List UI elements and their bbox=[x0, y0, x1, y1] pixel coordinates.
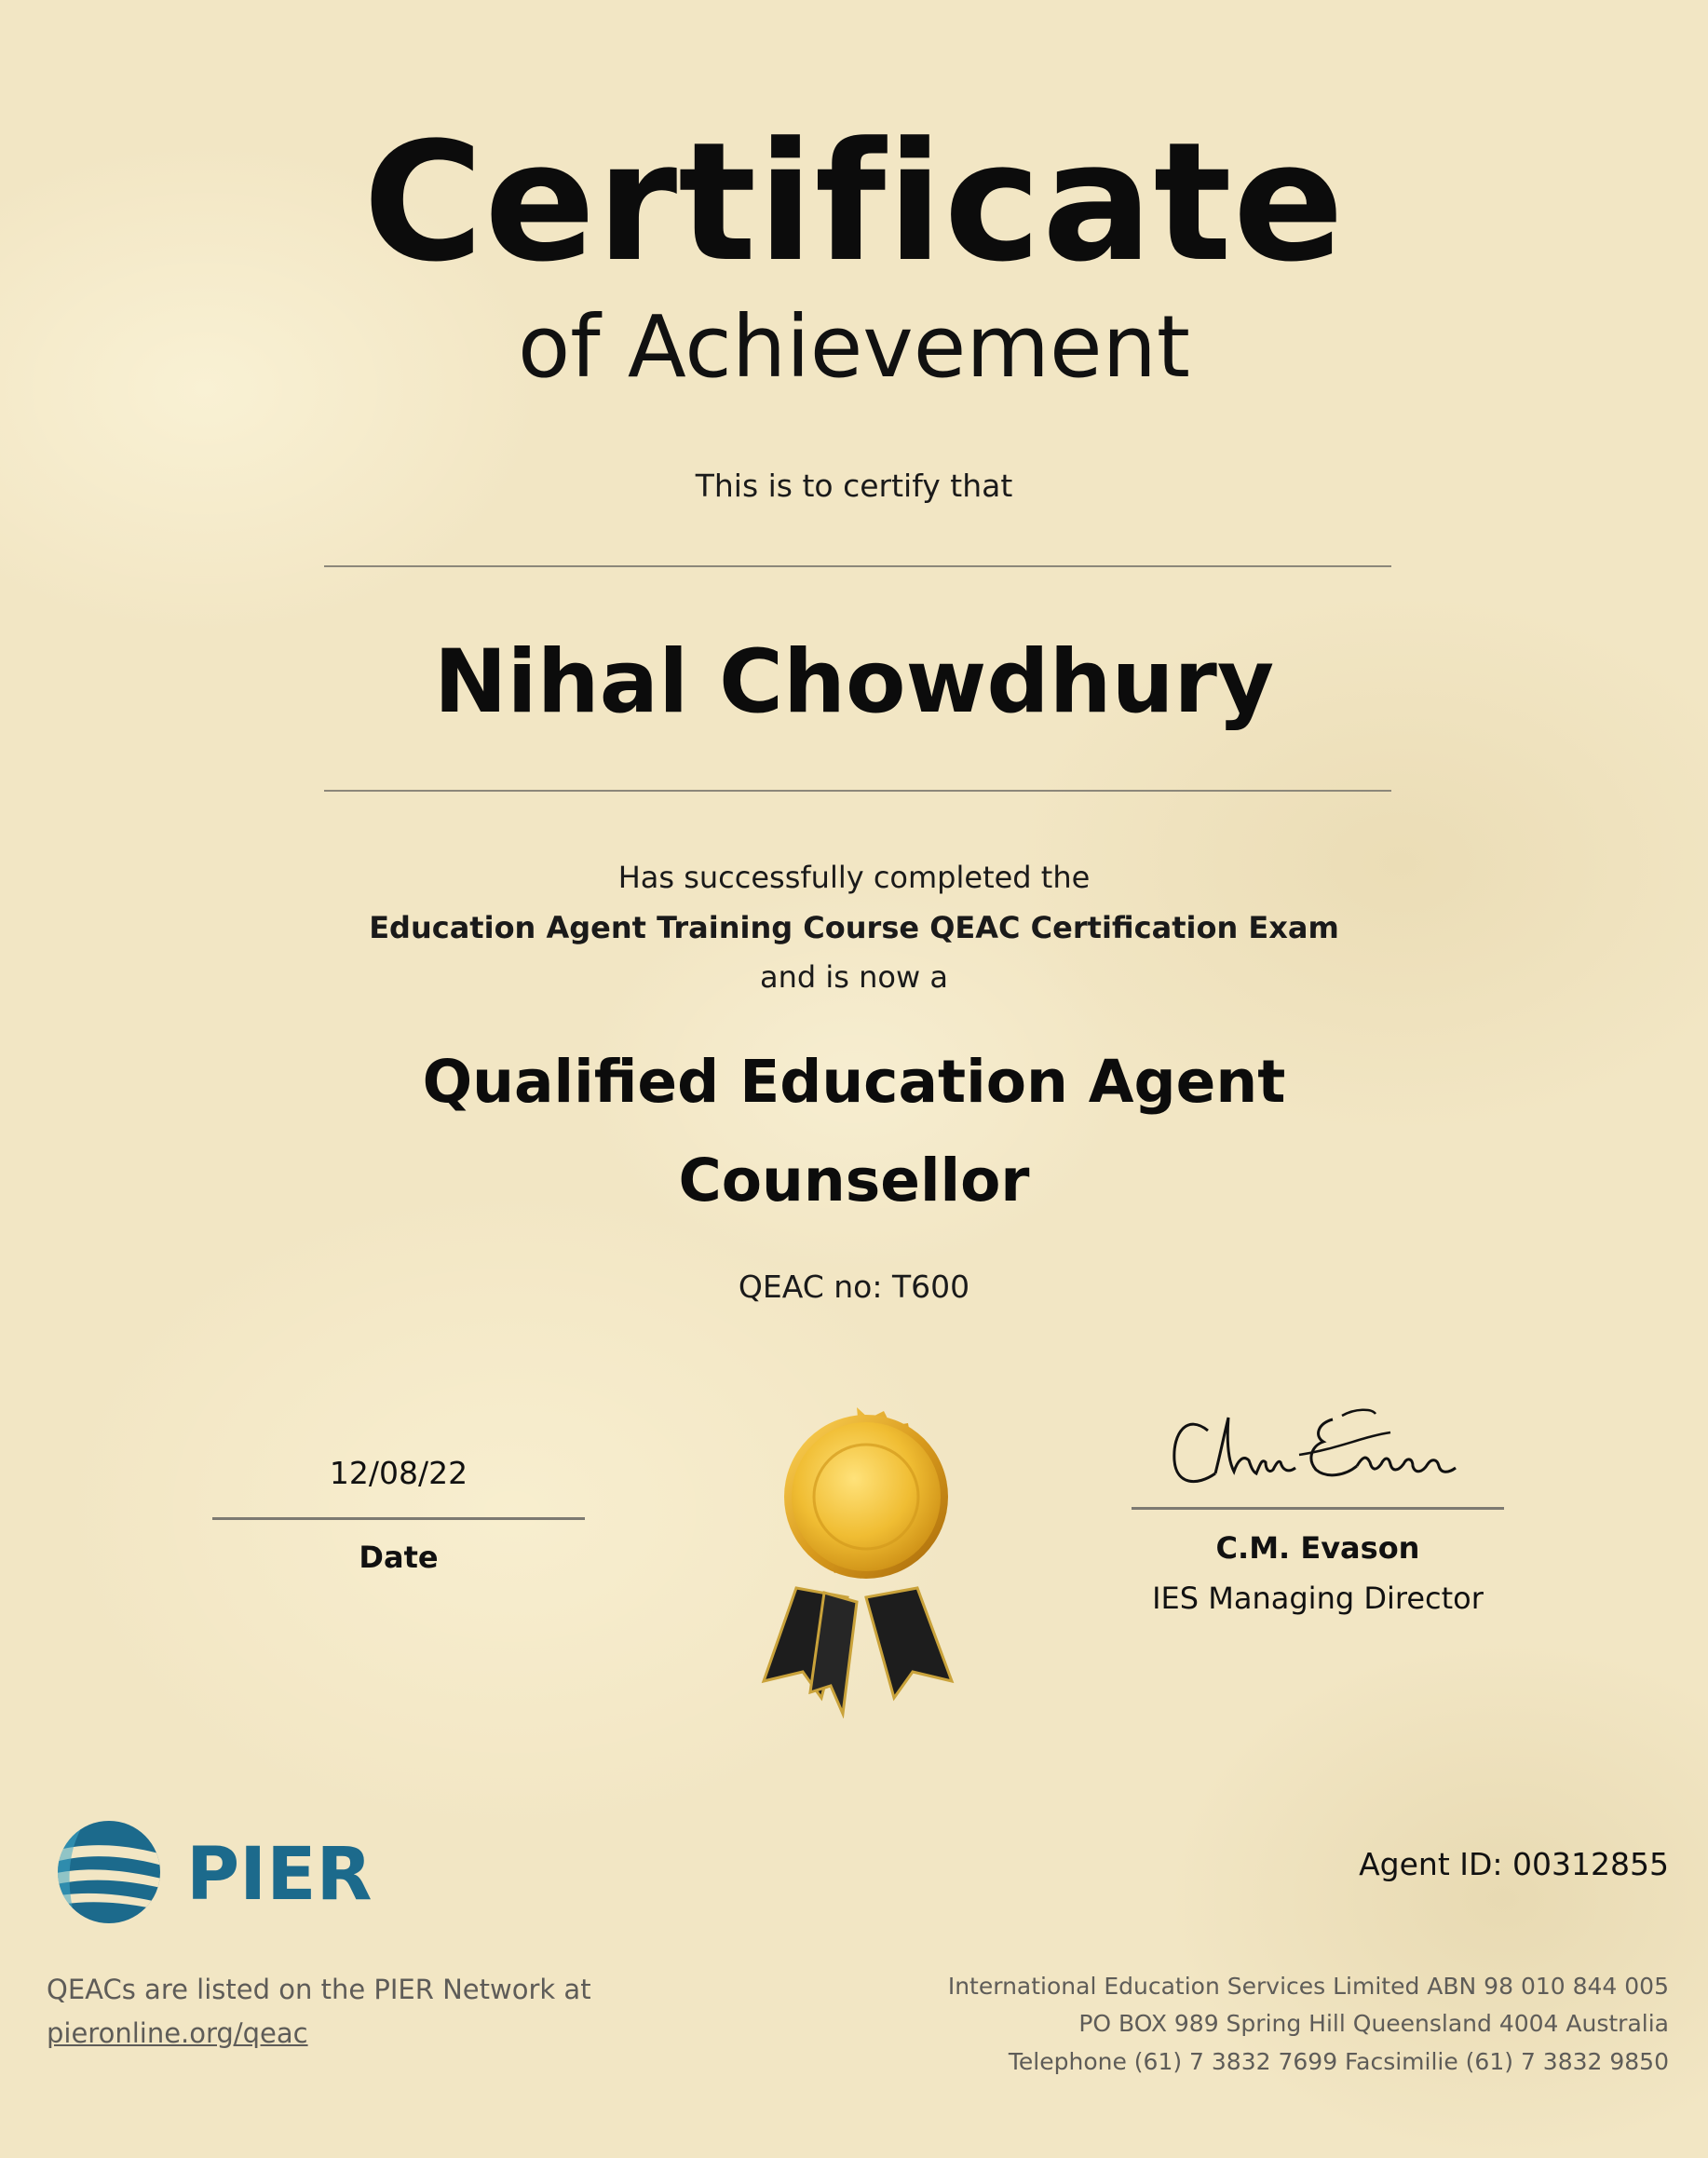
now-a-text: and is now a bbox=[760, 959, 948, 995]
address-line-2: PO BOX 989 Spring Hill Queensland 4004 Australia bbox=[1078, 2010, 1669, 2037]
gold-medal-icon bbox=[745, 1402, 969, 1718]
agent-id: Agent ID: 00312855 bbox=[1359, 1846, 1669, 1882]
date-line bbox=[212, 1517, 585, 1520]
qeac-listing-text: QEACs are listed on the PIER Network at bbox=[47, 1974, 591, 2005]
pier-logo-text: PIER bbox=[186, 1833, 373, 1917]
address-line-3: Telephone (61) 7 3832 7699 Facsimilie (61) 7 3832 9850 bbox=[1008, 2048, 1669, 2075]
divider-bottom bbox=[324, 790, 1391, 792]
qualification-title-line1: Qualified Education Agent bbox=[422, 1048, 1286, 1116]
course-name: Education Agent Training Course QEAC Certification Exam bbox=[369, 910, 1339, 945]
completed-intro-text: Has successfully completed the bbox=[617, 860, 1091, 895]
divider-top bbox=[324, 565, 1391, 567]
signature-line bbox=[1132, 1507, 1504, 1510]
address-line-1: International Education Services Limited ABN 98 010 844 005 bbox=[947, 1973, 1669, 2000]
certify-intro-text: This is to certify that bbox=[695, 468, 1013, 504]
recipient-name: Nihal Chowdhury bbox=[433, 631, 1275, 733]
date-value: 12/08/22 bbox=[329, 1455, 468, 1491]
pier-logo-icon bbox=[48, 1821, 393, 1923]
qeac-number: QEAC no: T600 bbox=[738, 1269, 970, 1305]
qualification-title-line2: Counsellor bbox=[678, 1147, 1030, 1215]
signature-image bbox=[1159, 1395, 1476, 1507]
signatory-title: IES Managing Director bbox=[1152, 1581, 1484, 1616]
certificate-subtitle: of Achievement bbox=[518, 297, 1190, 397]
qeac-listing-link[interactable]: pieronline.org/qeac bbox=[47, 2017, 308, 2049]
certificate-title: Certificate bbox=[362, 107, 1346, 298]
date-label: Date bbox=[359, 1540, 439, 1575]
signatory-name: C.M. Evason bbox=[1215, 1530, 1420, 1566]
